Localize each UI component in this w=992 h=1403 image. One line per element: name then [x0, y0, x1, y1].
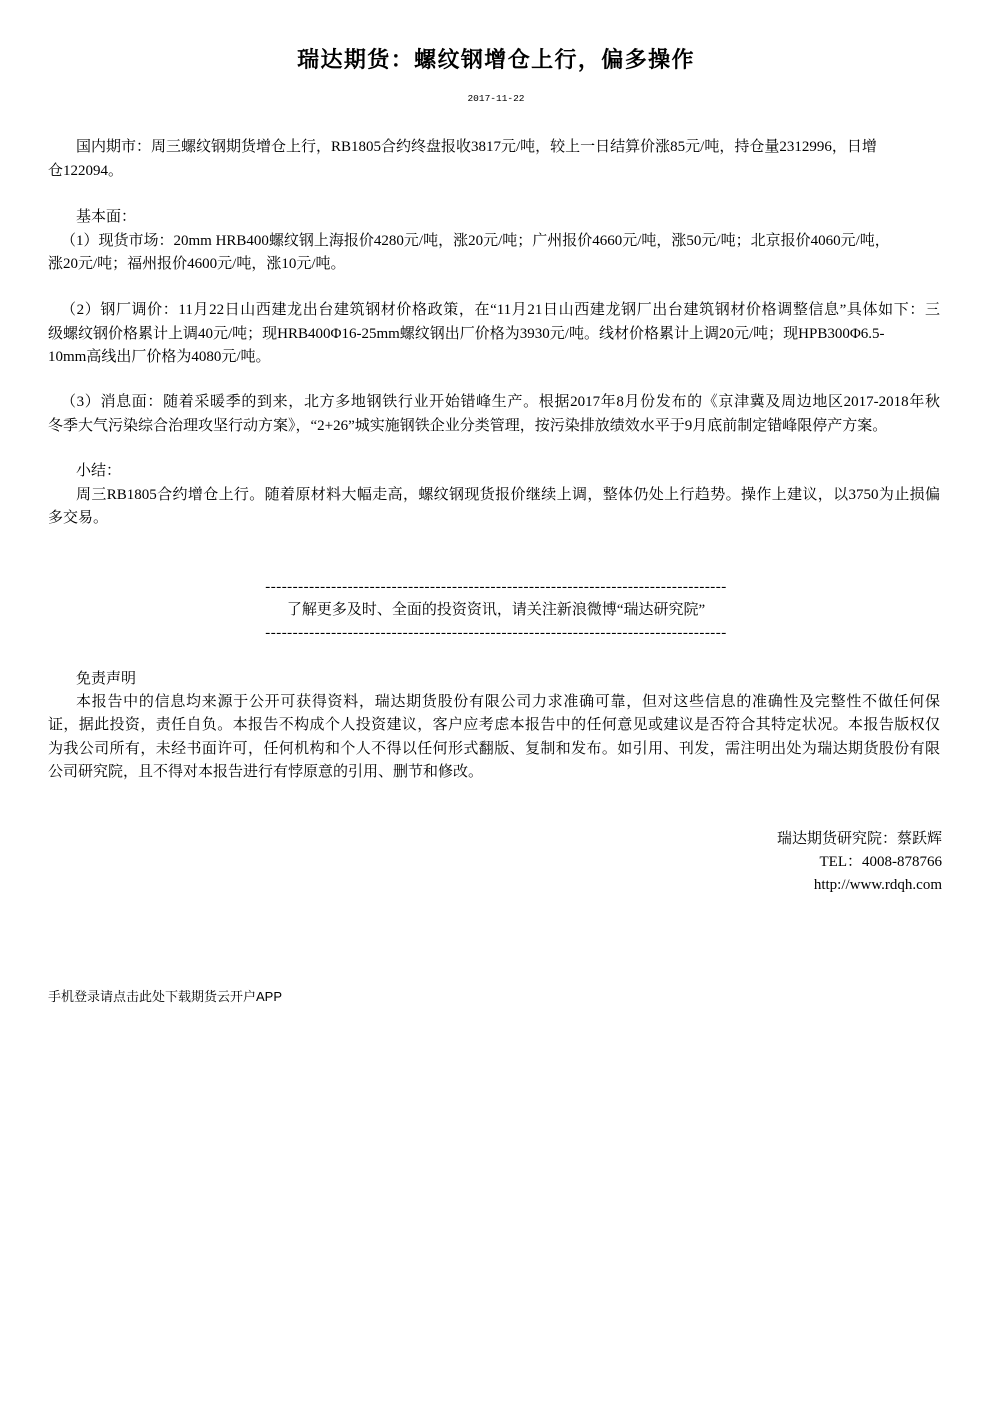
mill-price-line: 级螺纹钢价格累计上调40元/吨；现HRB400Φ16-25mm螺纹钢出厂价格为3930元/吨。线材价格累计上调20元/吨；现HPB300Φ6.5-	[48, 325, 885, 342]
website-link[interactable]: http://www.rdqh.com	[813, 877, 942, 893]
fundamentals-section	[48, 206, 940, 277]
news-line: （3）消息面：随着采暖季的到来，北方多地钢铁行业开始错峰生产。根据2017年8月份发布的《京津冀及周边地区2017-2018年秋	[61, 394, 940, 410]
divider-bottom: ------------------------------------------------------------------------------------	[265, 625, 727, 641]
disclaimer-line: 证，据此投资，责任自负。本报告不构成个人投资建议，客户应考虑本报告中的任何意见或建议是否符合其特定状况。本报告版权仅	[48, 717, 940, 734]
spot-market-line: 涨20元/吨；福州报价4600元/吨，涨10元/吨。	[48, 256, 346, 272]
app-download-link[interactable]: 手机登录请点击此处下载期货云开户APP	[48, 989, 283, 1004]
paragraph-line: 国内期市：周三螺纹钢期货增仓上行，RB1805合约终盘报收3817元/吨，较上一日结算价涨85元/吨，持仓量2312996，日增	[76, 139, 877, 155]
section-heading-summary: 小结：	[76, 463, 122, 479]
research-institute-author: 瑞达期货研究院：蔡跃辉	[776, 831, 942, 847]
disclaimer-line: 为我公司所有，未经书面许可，任何机构和个人不得以任何形式翻版、复制和发布。如引用、刊发，需注明出处为瑞达期货股份有限	[48, 740, 940, 757]
disclaimer-line: 本报告中的信息均来源于公开可获得资料，瑞达期货股份有限公司力求准确可靠，但对这些信息的准确性及完整性不做任何保	[76, 694, 940, 711]
promo-box	[0, 576, 992, 645]
news-paragraph	[48, 391, 940, 438]
news-line: 冬季大气污染综合治理攻坚行动方案》，“2+26”城实施钢铁企业分类管理，按污染排放绩效水平于9月底前制定错峰限停产方案。	[48, 417, 888, 434]
telephone: TEL：4008-878766	[819, 854, 942, 870]
disclaimer-line: 公司研究院，且不得对本报告进行有悖原意的引用、删节和修改。	[48, 763, 484, 780]
report-date: 2017-11-22	[467, 93, 525, 104]
paragraph-line: 仓122094。	[48, 162, 124, 179]
report-title: 瑞达期货：螺纹钢增仓上行，偏多操作	[297, 47, 695, 72]
weibo-promo-text: 了解更多及时、全面的投资资讯，请关注新浪微博“瑞达研究院”	[286, 602, 706, 618]
disclaimer-heading: 免责声明	[76, 671, 137, 687]
mill-price-line: （2）钢厂调价：11月22日山西建龙出台建筑钢材价格政策，在“11月21日山西建龙钢厂出台建筑钢材价格调整信息”具体如下：三	[61, 302, 940, 318]
market-paragraph	[48, 136, 940, 183]
mill-price-paragraph	[48, 299, 940, 370]
spot-market-line: （1）现货市场：20mm HRB400螺纹钢上海报价4280元/吨，涨20元/吨；广州报价4660元/吨，涨50元/吨；北京报价4060元/吨，	[61, 232, 890, 249]
divider-top: ------------------------------------------------------------------------------------	[265, 579, 727, 595]
summary-section	[48, 460, 940, 531]
summary-line: 周三RB1805合约增仓上行。随着原材料大幅走高，螺纹钢现货报价继续上调，整体仍处上行趋势。操作上建议，以3750为止损偏	[76, 486, 940, 503]
disclaimer-section	[48, 668, 940, 784]
summary-line: 多交易。	[48, 510, 109, 526]
mill-price-line: 10mm高线出厂价格为4080元/吨。	[48, 349, 271, 365]
section-heading-fundamentals: 基本面：	[76, 209, 137, 225]
signature-block	[777, 828, 942, 897]
